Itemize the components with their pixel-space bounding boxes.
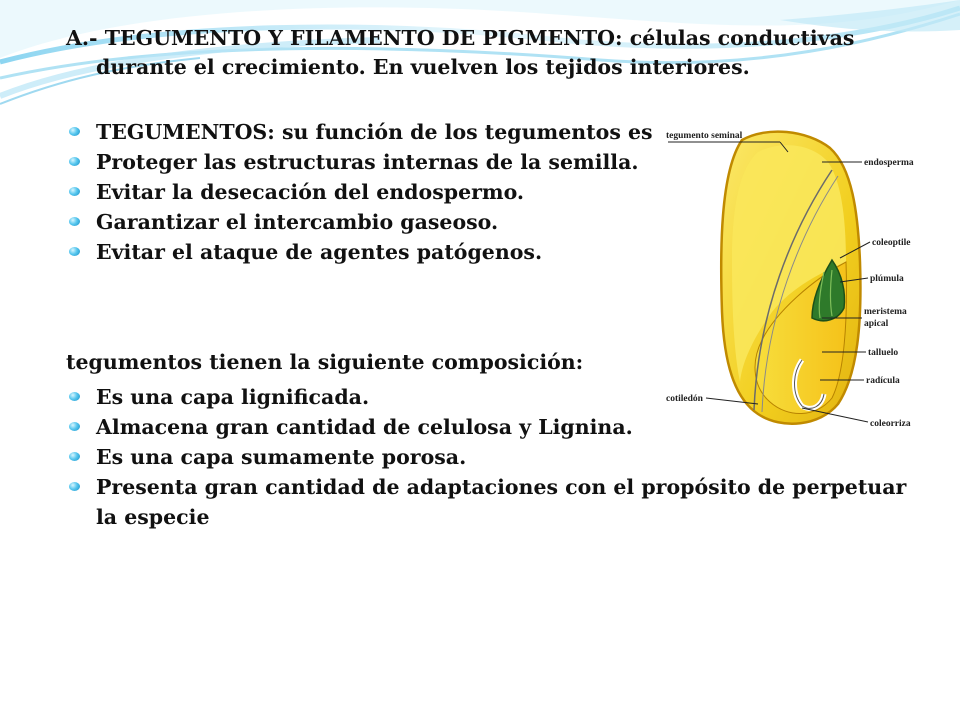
bullet-icon: [69, 482, 80, 491]
bullet-icon: [69, 392, 80, 401]
functions-list: [66, 117, 666, 267]
list-item: Proteger las estructuras internas de la semilla.: [66, 147, 666, 177]
label-coleoptile: coleoptile: [872, 238, 911, 248]
bullet-icon: [69, 127, 80, 136]
bullet-icon: [69, 422, 80, 431]
title-line-2: durante el crecimiento. En vuelven los tejidos interiores.: [96, 55, 750, 79]
title-line-1: A.- TEGUMENTO Y FILAMENTO DE PIGMENTO: células conductivas: [66, 26, 855, 50]
list-item: TEGUMENTOS: su función de los tegumentos es: [66, 117, 666, 147]
label-endosperma: endosperma: [864, 158, 914, 168]
bullet-icon: [69, 247, 80, 256]
label-meristema-2: apical: [864, 319, 889, 329]
label-cotiledon: cotiledón: [666, 394, 703, 404]
bullet-icon: [69, 217, 80, 226]
label-tegumento: tegumento seminal: [666, 131, 743, 141]
list-item: Presenta gran cantidad de adaptaciones con el propósito de perpetuar la especie: [66, 472, 936, 532]
list-item: Evitar el ataque de agentes patógenos.: [66, 237, 666, 267]
label-radicula: radícula: [866, 376, 900, 386]
label-plumula: plúmula: [870, 274, 904, 284]
bullet-icon: [69, 157, 80, 166]
label-coleorriza: coleorriza: [870, 419, 911, 429]
bullet-icon: [69, 452, 80, 461]
bullet-icon: [69, 187, 80, 196]
seed-diagram: [662, 112, 937, 437]
label-talluelo: talluelo: [868, 348, 899, 358]
list-item: Garantizar el intercambio gaseoso.: [66, 207, 666, 237]
list-item: Es una capa sumamente porosa.: [66, 442, 936, 472]
composition-intro: tegumentos tienen la siguiente composición:: [66, 350, 584, 374]
list-item: Evitar la desecación del endospermo.: [66, 177, 666, 207]
label-meristema-1: meristema: [864, 307, 907, 317]
list-item: Es una capa lignificada.: [66, 382, 936, 412]
slide-title: [66, 24, 916, 82]
list-item: Almacena gran cantidad de celulosa y Lignina.: [66, 412, 936, 442]
